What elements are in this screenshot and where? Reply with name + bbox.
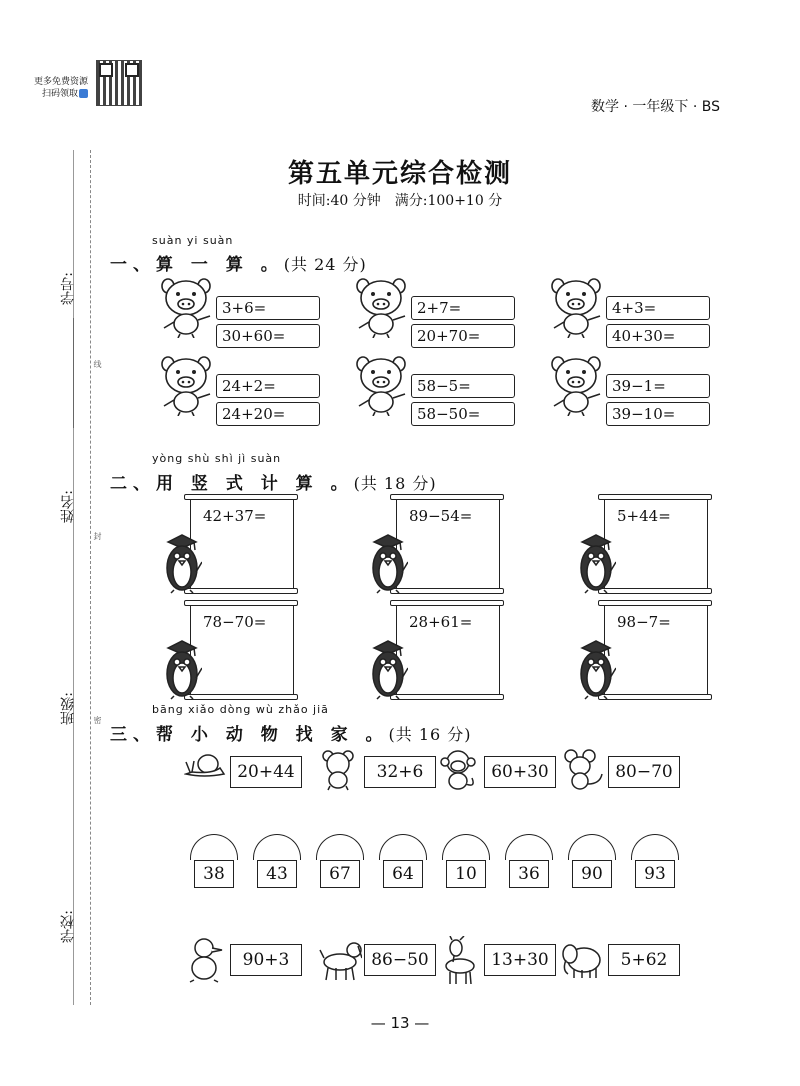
house-roof <box>316 834 364 860</box>
elephant-icon <box>562 936 606 988</box>
snail-icon <box>184 748 228 800</box>
problem-text: 98−7= <box>617 613 671 631</box>
house-number[interactable]: 67 <box>320 860 360 888</box>
pig-icon <box>160 276 214 342</box>
equation-box[interactable]: 2+7= <box>411 296 515 320</box>
equation-box[interactable]: 4+3= <box>606 296 710 320</box>
answer-board[interactable] <box>396 604 500 696</box>
equation-box[interactable]: 58−5= <box>411 374 515 398</box>
house-number[interactable]: 36 <box>509 860 549 888</box>
page-subtitle: 时间:40 分钟 满分:100+10 分 <box>297 193 503 209</box>
house-number[interactable]: 93 <box>635 860 675 888</box>
house-roof <box>442 834 490 860</box>
section2-pinyin: yòng shù shì jì suàn <box>152 452 282 465</box>
section2-heading: 二、用 竖 式 计 算 。(共 18 分) <box>110 474 437 494</box>
subject-label: 数学 · 一年级下 · BS <box>591 99 720 115</box>
equation-box[interactable]: 58−50= <box>411 402 515 426</box>
animal-expression-box[interactable]: 32+6 <box>364 756 436 788</box>
answer-board[interactable] <box>190 604 294 696</box>
pig-icon <box>550 276 604 342</box>
animal-expression-box[interactable]: 5+62 <box>608 944 680 976</box>
section1-pinyin: suàn yi suàn <box>152 234 234 247</box>
animal-expression-box[interactable]: 20+44 <box>230 756 302 788</box>
mouse-icon <box>562 748 606 800</box>
equation-box[interactable]: 40+30= <box>606 324 710 348</box>
board-rod <box>184 494 298 500</box>
house-number[interactable]: 38 <box>194 860 234 888</box>
penguin-teacher-icon <box>576 638 616 704</box>
equation-box[interactable]: 39−10= <box>606 402 710 426</box>
house-roof <box>568 834 616 860</box>
animal-expression-box[interactable]: 90+3 <box>230 944 302 976</box>
name-label: 姓名: <box>60 490 76 523</box>
house-number[interactable]: 64 <box>383 860 423 888</box>
answer-board[interactable] <box>604 498 708 590</box>
pig-icon <box>355 276 409 342</box>
duck-icon <box>184 936 228 988</box>
penguin-teacher-icon <box>162 638 202 704</box>
mark-line: 线 <box>93 360 102 368</box>
qr-note: 更多免费资源 扫码领取 <box>33 77 88 99</box>
house-roof <box>505 834 553 860</box>
board-rod <box>598 600 712 606</box>
equation-box[interactable]: 39−1= <box>606 374 710 398</box>
section3-pinyin: bāng xiǎo dòng wù zhǎo jiā <box>152 703 329 716</box>
house-number[interactable]: 43 <box>257 860 297 888</box>
house-number[interactable]: 10 <box>446 860 486 888</box>
margin-cut-line <box>90 150 91 1005</box>
answer-board[interactable] <box>190 498 294 590</box>
house-roof <box>379 834 427 860</box>
answer-board[interactable] <box>396 498 500 590</box>
pig-icon <box>355 354 409 420</box>
board-rod <box>390 600 504 606</box>
pig-icon <box>550 354 604 420</box>
house-roof <box>253 834 301 860</box>
equation-box[interactable]: 30+60= <box>216 324 320 348</box>
bear-icon <box>318 748 362 800</box>
student-id-line <box>73 318 74 428</box>
page-number: — 13 — <box>370 1014 430 1032</box>
school-label: 学校: <box>60 910 76 943</box>
equation-box[interactable]: 20+70= <box>411 324 515 348</box>
problem-text: 78−70= <box>203 613 267 631</box>
house-number[interactable]: 90 <box>572 860 612 888</box>
mark-dense: 密 <box>93 716 102 724</box>
penguin-teacher-icon <box>576 532 616 598</box>
board-rod <box>598 494 712 500</box>
dog-icon <box>318 936 362 988</box>
mark-seal: 封 <box>93 532 102 540</box>
page-title: 第五单元综合检测 <box>287 159 512 189</box>
goat-icon <box>438 936 482 988</box>
problem-text: 42+37= <box>203 507 267 525</box>
student-id-label: 学号: <box>60 272 76 305</box>
problem-text: 89−54= <box>409 507 473 525</box>
problem-text: 28+61= <box>409 613 473 631</box>
house-roof <box>631 834 679 860</box>
equation-box[interactable]: 3+6= <box>216 296 320 320</box>
class-label: 班级: <box>60 692 76 725</box>
section3-heading: 三、帮 小 动 物 找 家 。(共 16 分) <box>110 725 472 745</box>
penguin-teacher-icon <box>368 532 408 598</box>
penguin-teacher-icon <box>368 638 408 704</box>
qr-code-icon <box>96 60 142 106</box>
equation-box[interactable]: 24+2= <box>216 374 320 398</box>
animal-expression-box[interactable]: 86−50 <box>364 944 436 976</box>
board-rod <box>390 494 504 500</box>
animal-expression-box[interactable]: 60+30 <box>484 756 556 788</box>
equation-box[interactable]: 24+20= <box>216 402 320 426</box>
animal-expression-box[interactable]: 13+30 <box>484 944 556 976</box>
section1-heading: 一、算 一 算 。(共 24 分) <box>110 255 367 275</box>
monkey-icon <box>438 748 482 800</box>
pig-icon <box>160 354 214 420</box>
animal-expression-box[interactable]: 80−70 <box>608 756 680 788</box>
answer-board[interactable] <box>604 604 708 696</box>
penguin-teacher-icon <box>162 532 202 598</box>
house-roof <box>190 834 238 860</box>
problem-text: 5+44= <box>617 507 671 525</box>
board-rod <box>184 600 298 606</box>
